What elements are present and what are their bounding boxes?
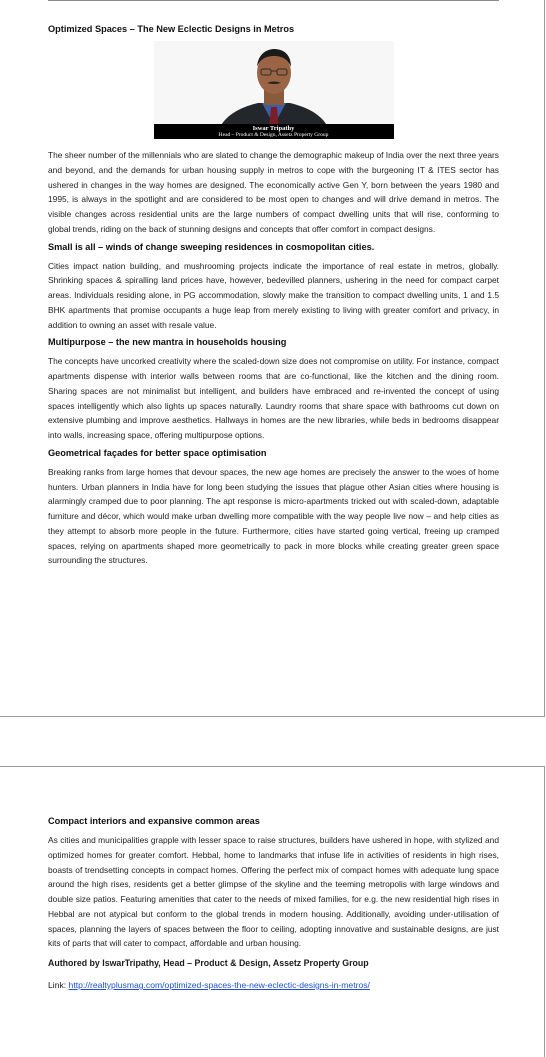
section-heading: Compact interiors and expansive common areas	[48, 816, 260, 826]
caption-role: Head – Product & Design, Assetz Property Group	[218, 132, 329, 138]
section-body: The concepts have uncorked creativity where the scaled-down size does not compromise on utility. For instance, compact apartments dispense with interior walls between rooms that are co-functional, like the kitchen and the dining room. Sharing spaces are not minimalist but intelligent, and builders have embraced and re-invented the concept of using spaces intelligently which also lights up spaces naturally. Laundry rooms that share space with bathrooms cut down on extensive plumbing and improve aesthetics. Hallways in homes are the new libraries, while beds in bedrooms disappear into walls, increasing space, offering multipurpose options.	[48, 356, 499, 440]
section-body: As cities and municipalities grapple with lesser space to raise structures, builders have ushered in hope, with stylized and optimized homes for greater comfort. Hebbal, home to landmarks that infuse life in activities of residents in high rises, boasts of trendsetting concepts in compact homes. Offering the perfect mix of compact homes with adequate lung space around the high rises, residents get a better glimpse of the skyline and the teeming metropolis with large windows and double size patios. Featuring amenities that cater to the needs of mixed families, for e.g. the new residential high rises in Hebbal are not atypical but conform to the global trends in modern housing. Additionally, avoiding under-utilisation of spaces, planning the layers of spaces between the floor to ceiling, adopting innovative and sustainable designs, are just kits of parts that will cater to compact, affordable and urban housing.	[48, 835, 499, 949]
section-heading: Geometrical façades for better space optimisation	[48, 447, 267, 458]
intro-paragraph: The sheer number of the millennials who are slated to change the demographic makeup of India over the next three years and beyond, and the demands for urban housing supply in metros to cope with the burgeoning IT & ITES sector has ushered in changes in the way homes are designed. The economically active Gen Y, born between the years 1980 and 1995, is always in the spotlight and are considered to be most open to changes and will drive demand in metros. The visible changes across residential units are the large numbers of compact dwelling units that will rise, conforming to global trends, riding on the back of stunning designs and concepts that offer comfort in compact designs.	[48, 150, 499, 234]
source-link-line	[48, 979, 499, 991]
section-heading: Small is all – winds of change sweeping residences in cosmopolitan cities.	[48, 241, 375, 252]
page-2-content	[48, 815, 499, 991]
photo-caption	[154, 124, 394, 139]
source-link[interactable]: http://realtyplusmag.com/optimized-spaces-the-new-eclectic-designs-in-metros/	[68, 980, 370, 990]
section-body: Breaking ranks from large homes that devour spaces, the new age homes are precisely the answer to the woes of home hunters. Urban planners in India have for long been studying the issues that plague other Asian cities where housing is alarmingly cramped due to poor planning. The apt response is micro-apartments tricked out with scaled-down, adaptable furniture and décor, which would make urban dwelling more compatible with the way people live now – and help cities as they attempt to absorb more people in the future. Furthermore, cities have started going vertical, freeing up cramped spaces, relying on apartments shaped more geometrically to pack in more blocks while creating greater green space surrounding the structures.	[48, 466, 499, 566]
page-1-content	[48, 0, 499, 572]
header-rule	[48, 0, 499, 1]
link-label: Link:	[48, 980, 67, 990]
author-photo	[154, 41, 394, 139]
caption-name: Iswar Tripathy	[252, 125, 295, 132]
section-body: Cities impact nation building, and mushrooming projects indicate the importance of real estate in metros, globally. Shrinking spaces & spiralling land prices have, however, bedevilled planners, ushering in the need for compact carpet areas. Individuals residing alone, in PG accommodation, slowly make the transition to compact dwelling units, 1 and 1.5 BHK apartments that promise occupants a huge leap from merely existing to living with greater comfort and privacy, in addition to owning an asset with resale value.	[48, 260, 499, 330]
article-title: Optimized Spaces – The New Eclectic Designs in Metros	[48, 24, 295, 34]
author-credit: Authored by IswarTripathy, Head – Product & Design, Assetz Property Group	[48, 958, 369, 968]
section-heading: Multipurpose – the new mantra in households housing	[48, 337, 287, 348]
document-page-2	[0, 766, 545, 1057]
page-gap	[0, 717, 546, 766]
